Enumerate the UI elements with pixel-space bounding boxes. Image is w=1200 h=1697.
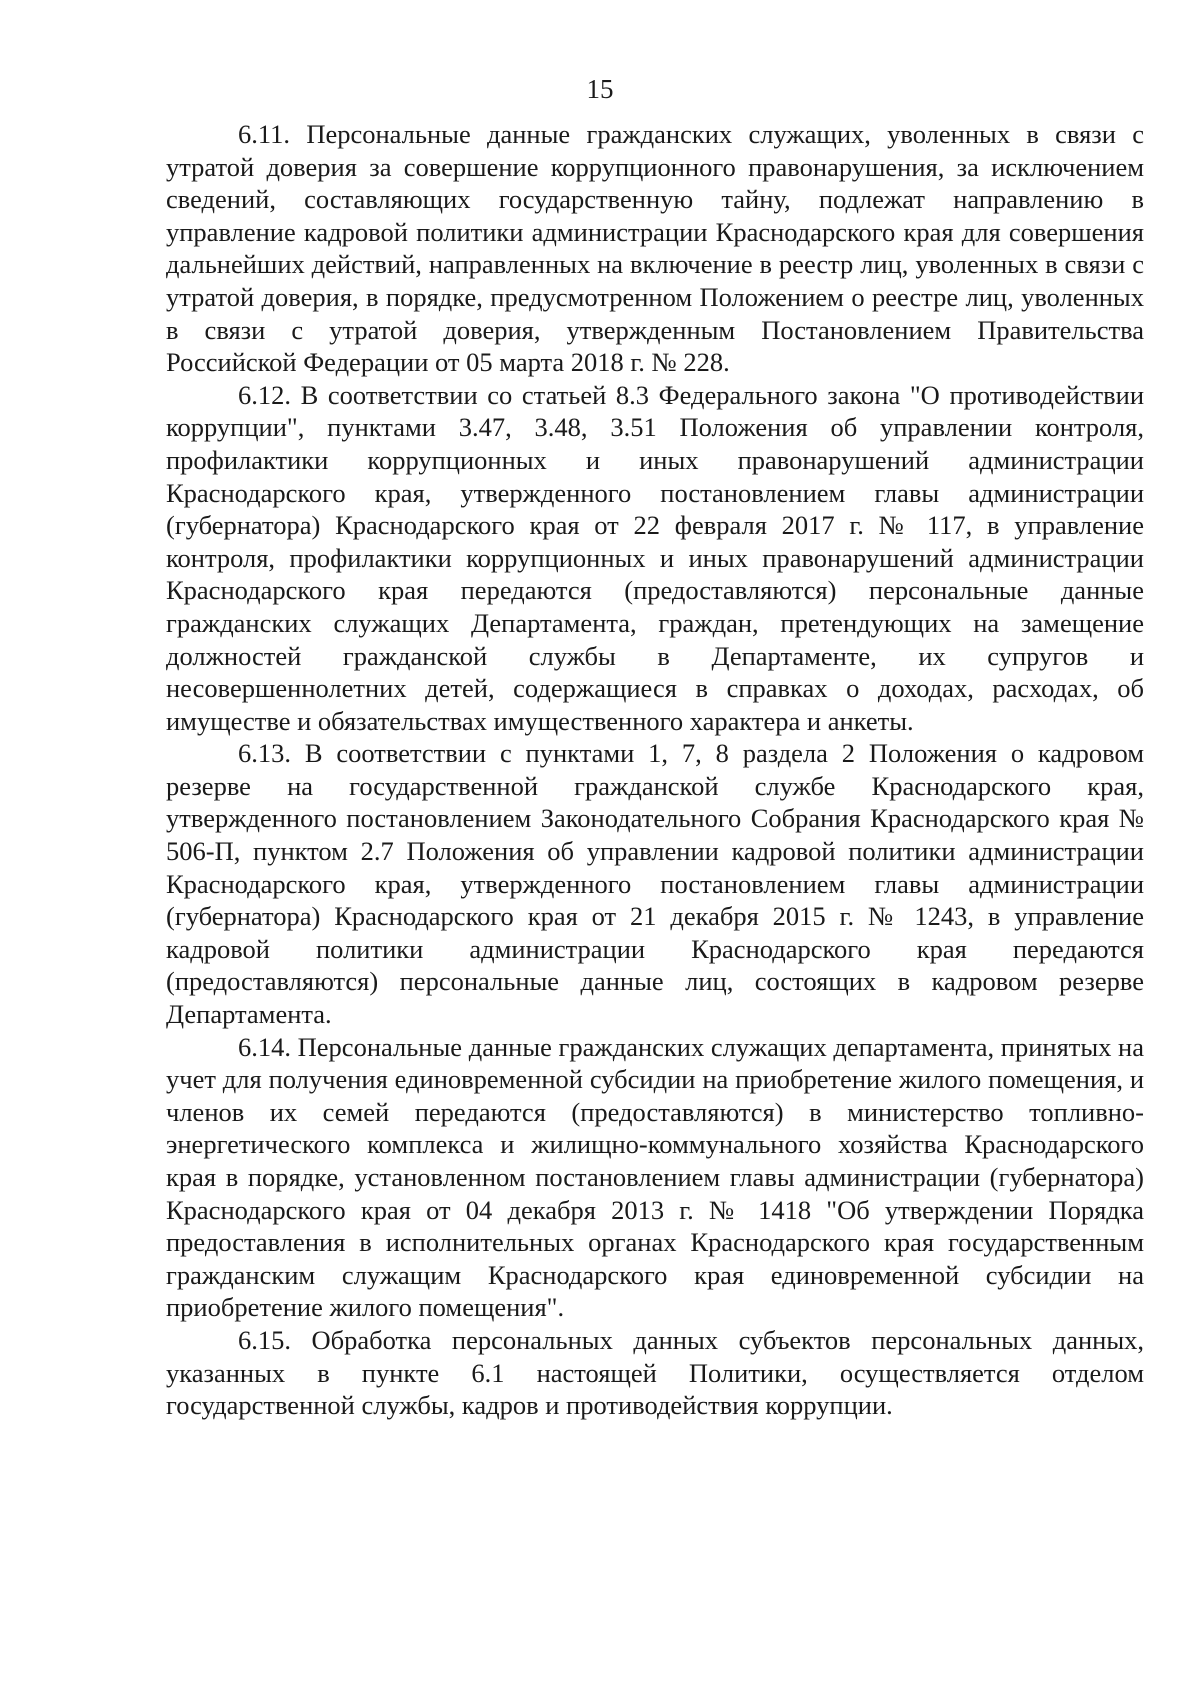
paragraph-6-15: 6.15. Обработка персональных данных субъектов персональных данных, указанных в пункте 6.1 настоящей Политики, осуществляется отделом государственной службы, кадров и противодействия коррупции. [166,1324,1144,1421]
document-body [166,118,1144,1422]
page-number: 15 [586,74,614,104]
paragraph-6-13: 6.13. В соответствии с пунктами 1, 7, 8 раздела 2 Положения о кадровом резерве на государственной гражданской службе Краснодарского края, утвержденного постановлением Законодательного Собрания Краснодарского края № 506-П, пунктом 2.7 Положения об управлении кадровой политики администрации Краснодарского края, утвержденного постановлением главы администрации (губернатора) Краснодарского края от 21 декабря 2015 г. № 1243, в управление кадровой политики администрации Краснодарского края передаются (предоставляются) персональные данные лиц, состоящих в кадровом резерве Департамента. [166,738,1144,1030]
paragraph-6-11: 6.11. Персональные данные гражданских служащих, уволенных в связи с утратой доверия за совершение коррупционного правонарушения, за исключением сведений, составляющих государственную тайну, подлежат направлению в управление кадровой политики администрации Краснодарского края для совершения дальнейших действий, направленных на включение в реестр лиц, уволенных в связи с утратой доверия, в порядке, предусмотренном Положением о реестре лиц, уволенных в связи с утратой доверия, утвержденным Постановлением Правительства Российской Федерации от 05 марта 2018 г. № 228. [166,119,1144,378]
paragraph-6-12: 6.12. В соответствии со статьей 8.3 Федерального закона "О противодействии коррупции", пунктами 3.47, 3.48, 3.51 Положения об управлении контроля, профилактики коррупционных и иных правонарушений администрации Краснодарского края, утвержденного постановлением главы администрации (губернатора) Краснодарского края от 22 февраля 2017 г. № 117, в управление контроля, профилактики коррупционных и иных правонарушений администрации Краснодарского края передаются (предоставляются) персональные данные гражданских служащих Департамента, граждан, претендующих на замещение должностей гражданской службы в Департаменте, их супругов и несовершеннолетних детей, содержащиеся в справках о доходах, расходах, об имуществе и обязательствах имущественного характера и анкеты. [166,379,1144,736]
paragraph-6-14: 6.14. Персональные данные гражданских служащих департамента, принятых на учет для получения единовременной субсидии на приобретение жилого помещения, и членов их семей передаются (предоставляются) в министерство топливно-энергетического комплекса и жилищно-коммунального хозяйства Краснодарского края в порядке, установленном постановлением главы администрации (губернатора) Краснодарского края от 04 декабря 2013 г. № 1418 "Об утверждении Порядка предоставления в исполнительных органах Краснодарского края государственным гражданским служащим Краснодарского края единовременной субсидии на приобретение жилого помещения". [166,1031,1144,1323]
